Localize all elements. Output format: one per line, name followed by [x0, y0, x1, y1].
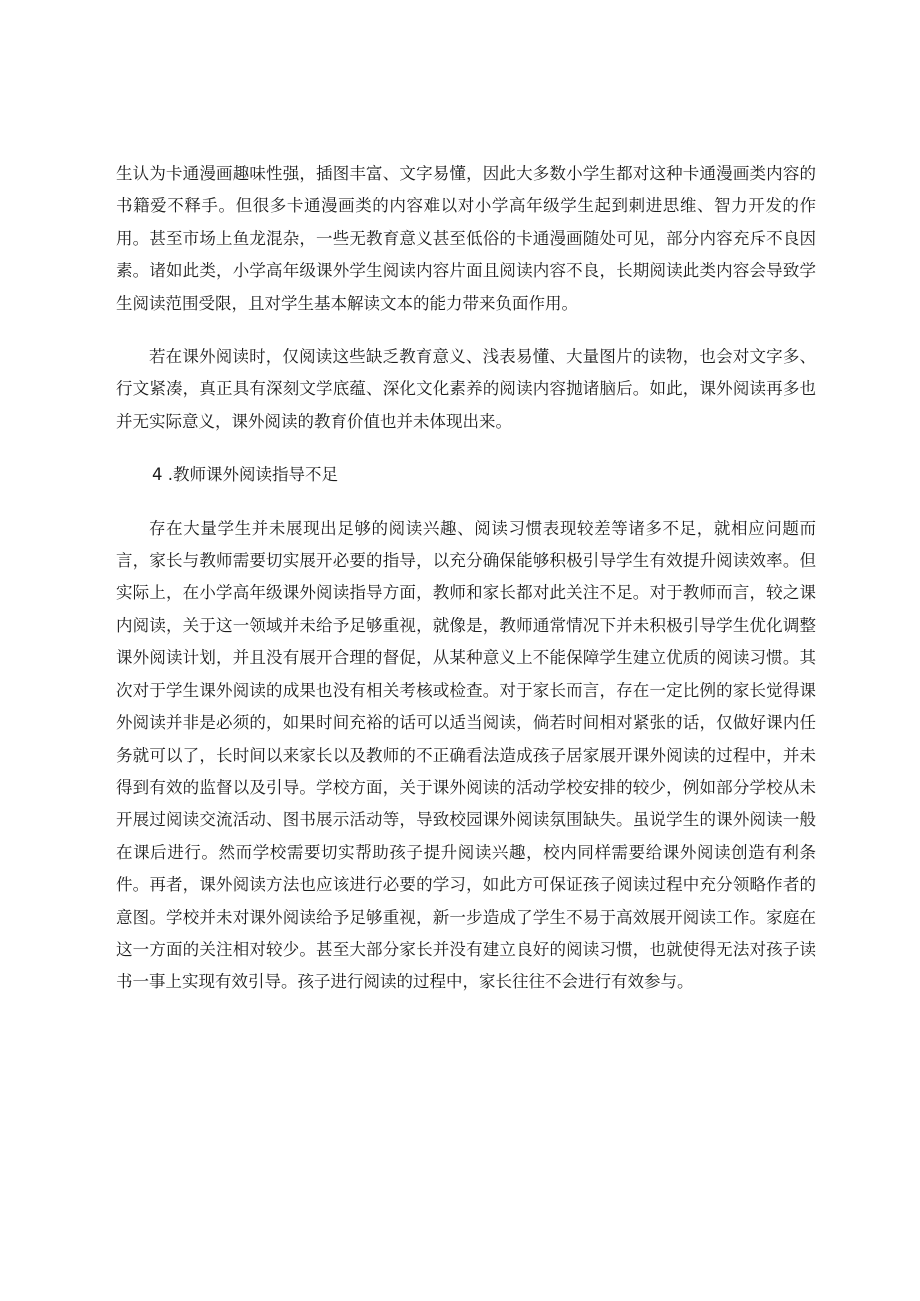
document-body	[116, 158, 816, 999]
paragraph-3: 存在大量学生并未展现出足够的阅读兴趣、阅读习惯表现较差等诸多不足，就相应问题而言，家长与教师需要切实展开必要的指导，以充分确保能够积极引导学生有效提升阅读效率。但实际上，在小学高年级课外阅读指导方面，教师和家长都对此关注不足。对于教师而言，较之课内阅读，关于这一领域并未给予足够重视，就像是，教师通常情况下并未积极引导学生优化调整课外阅读计划，并且没有展开合理的督促，从某种意义上不能保障学生建立优质的阅读习惯。其次对于学生课外阅读的成果也没有相关考核或检查。对于家长而言，存在一定比例的家长觉得课外阅读并非是必须的，如果时间充裕的话可以适当阅读，倘若时间相对紧张的话，仅做好课内任务就可以了，长时间以来家长以及教师的不正确看法造成孩子居家展开课外阅读的过程中，并未得到有效的监督以及引导。学校方面，关于课外阅读的活动学校安排的较少，例如部分学校从未开展过阅读交流活动、图书展示活动等，导致校园课外阅读氛围缺失。虽说学生的课外阅读一般在课后进行。然而学校需要切实帮助孩子提升阅读兴趣，校内同样需要给课外阅读创造有利条件。再者，课外阅读方法也应该进行必要的学习，如此方可保证孩子阅读过程中充分领略作者的意图。学校并未对课外阅读给予足够重视，新一步造成了学生不易于高效展开阅读工作。家庭在这一方面的关注相对较少。甚至大部分家长并没有建立良好的阅读习惯，也就使得无法对孩子读书一事上实现有效引导。孩子进行阅读的过程中，家长往往不会进行有效参与。	[116, 518, 816, 992]
paragraph-continued: 生认为卡通漫画趣味性强，插图丰富、文字易懂，因此大多数小学生都对这种卡通漫画类内容的书籍爱不释手。但很多卡通漫画类的内容难以对小学高年级学生起到刺进思维、智力开发的作用。甚至市场上鱼龙混杂，一些无教育意义甚至低俗的卡通漫画随处可见，部分内容充斥不良因素。诸如此类，小学高年级课外学生阅读内容片面且阅读内容不良，长期阅读此类内容会导致学生阅读范围受限，且对学生基本解读文本的能力带来负面作用。	[116, 164, 816, 313]
section-heading: 4 .教师课外阅读指导不足	[152, 465, 338, 485]
paragraph-2: 若在课外阅读时，仅阅读这些缺乏教育意义、浅表易懂、大量图片的读物，也会对文字多、行文紧凑，真正具有深刻文学底蕴、深化文化素养的阅读内容抛诸脑后。如此，课外阅读再多也并无实际意义，课外阅读的教育价值也并未体现出来。	[116, 347, 816, 431]
